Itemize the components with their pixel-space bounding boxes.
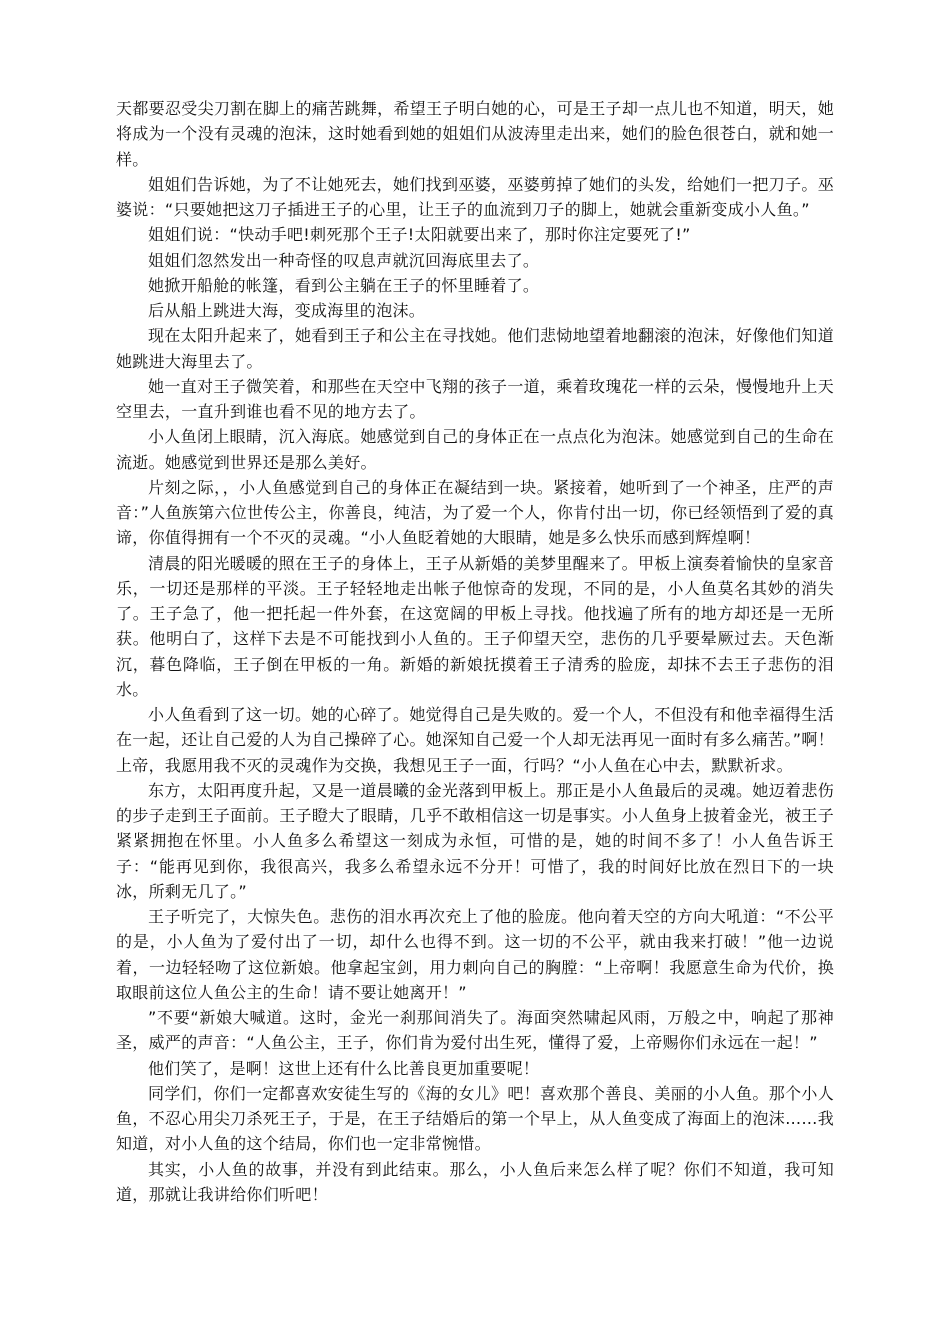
- paragraph: 姐姐们告诉她，为了不让她死去，她们找到巫婆，巫婆剪掉了她们的头发，给她们一把刀子。巫婆说：“只要她把这刀子插进王子的心里，让王子的血流到刀子的脚上，她就会重新变成小人鱼。”: [116, 174, 834, 219]
- document-body: [116, 96, 834, 1207]
- paragraph: ”不要“新娘大喊道。这时，金光一刹那间消失了。海面突然啸起风雨，万般之中，响起了那神圣，威严的声音：“人鱼公主，王子，你们肯为爱付出生死，懂得了爱，上帝赐你们永远在一起！”: [116, 1008, 834, 1053]
- paragraph: 片刻之际，，小人鱼感觉到自己的身体正在凝结到一块。紧接着，她听到了一个神圣，庄严的声音：”人鱼族第六位世传公主，你善良，纯洁，为了爱一个人，你肯付出一切，你已经领悟到了爱的真谛，你值得拥有一个不灭的灵魂。“小人鱼眨着她的大眼睛，她是多么快乐而感到辉煌啊！: [116, 477, 834, 548]
- paragraph: 姐姐们说：“快动手吧!刺死那个王子!太阳就要出来了，那时你注定要死了!”: [148, 225, 691, 245]
- paragraph: 王子听完了，大惊失色。悲伤的泪水再次充上了他的脸庞。他向着天空的方向大吼道：“不公平的是，小人鱼为了爱付出了一切，却什么也得不到。这一切的不公平，就由我来打破！”他一边说着，一边轻轻吻了这位新娘。他拿起宝剑，用力刺向自己的胸膛：“上帝啊！我愿意生命为代价，换取眼前这位人鱼公主的生命！请不要让她离开！”: [116, 907, 834, 1002]
- paragraph: 他们笑了，是啊！这世上还有什么比善良更加重要呢！: [148, 1058, 540, 1078]
- paragraph-continued: 天都要忍受尖刀割在脚上的痛苦跳舞，希望王子明白她的心，可是王子却一点儿也不知道，明天，她将成为一个没有灵魂的泡沫，这时她看到她的姐姐们从波涛里走出来，她们的脸色很苍白，就和她一样。: [116, 99, 834, 169]
- paragraph: 小人鱼看到了这一切。她的心碎了。她觉得自己是失败的。爱一个人，不但没有和他幸福得生活在一起，还让自己爱的人为自己操碎了心。她深知自己爱一个人却无法再见一面时有多么痛苦。”啊！上帝，我愿用我不灭的灵魂作为交换，我想见王子一面，行吗？“小人鱼在心中去，默默祈求。: [116, 705, 834, 775]
- paragraph: 清晨的阳光暖暖的照在王子的身体上，王子从新婚的美梦里醒来了。甲板上演奏着愉快的皇家音乐，一切还是那样的平淡。王子轻轻地走出帐子他惊奇的发现，不同的是，小人鱼莫名其妙的消失了。王子急了，他一把托起一件外套，在这宽阔的甲板上寻找。他找遍了所有的地方却还是一无所获。他明白了，这样下去是不可能找到小人鱼的。王子仰望天空，悲伤的几乎要晕厥过去。天色渐沉，暮色降临，王子倒在甲板的一角。新婚的新娘抚摸着王子清秀的脸庞，却抹不去王子悲伤的泪水。: [116, 553, 834, 699]
- paragraph: 现在太阳升起来了，她看到王子和公主在寻找她。他们悲恸地望着地翻滚的泡沫，好像他们知道她跳进大海里去了。: [116, 326, 834, 371]
- paragraph: 姐姐们忽然发出一种奇怪的叹息声就沉回海底里去了。: [148, 250, 540, 270]
- paragraph: 小人鱼闭上眼睛，沉入海底。她感觉到自己的身体正在一点点化为泡沫。她感觉到自己的生命在流逝。她感觉到世界还是那么美好。: [116, 427, 834, 472]
- paragraph: 其实，小人鱼的故事，并没有到此结束。那么，小人鱼后来怎么样了呢？你们不知道，我可知道，那就让我讲给你们听吧！: [116, 1159, 834, 1204]
- paragraph: 她掀开船舱的帐篷，看到公主躺在王子的怀里睡着了。: [148, 275, 540, 295]
- paragraph: 她一直对王子微笑着，和那些在天空中飞翔的孩子一道，乘着玫瑰花一样的云朵，慢慢地升上天空里去，一直升到谁也看不见的地方去了。: [116, 376, 834, 421]
- paragraph: 同学们，你们一定都喜欢安徒生写的《海的女儿》吧！喜欢那个善良、美丽的小人鱼。那个小人鱼，不忍心用尖刀杀死王子，于是，在王子结婚后的第一个早上，从人鱼变成了海面上的泡沫……我知道，对小人鱼的这个结局，你们也一定非常惋惜。: [116, 1083, 834, 1154]
- paragraph: 东方，太阳再度升起，又是一道晨曦的金光落到甲板上。那正是小人鱼最后的灵魂。她迈着悲伤的步子走到王子面前。王子瞪大了眼睛，几乎不敢相信这一切是事实。小人鱼身上披着金光，被王子紧紧拥抱在怀里。小人鱼多么希望这一刻成为永恒，可惜的是，她的时间不多了！小人鱼告诉王子：“能再见到你，我很高兴，我多么希望永远不分开！可惜了，我的时间好比放在烈日下的一块冰，所剩无几了。”: [116, 780, 834, 901]
- paragraph: 后从船上跳进大海，变成海里的泡沫。: [148, 301, 426, 320]
